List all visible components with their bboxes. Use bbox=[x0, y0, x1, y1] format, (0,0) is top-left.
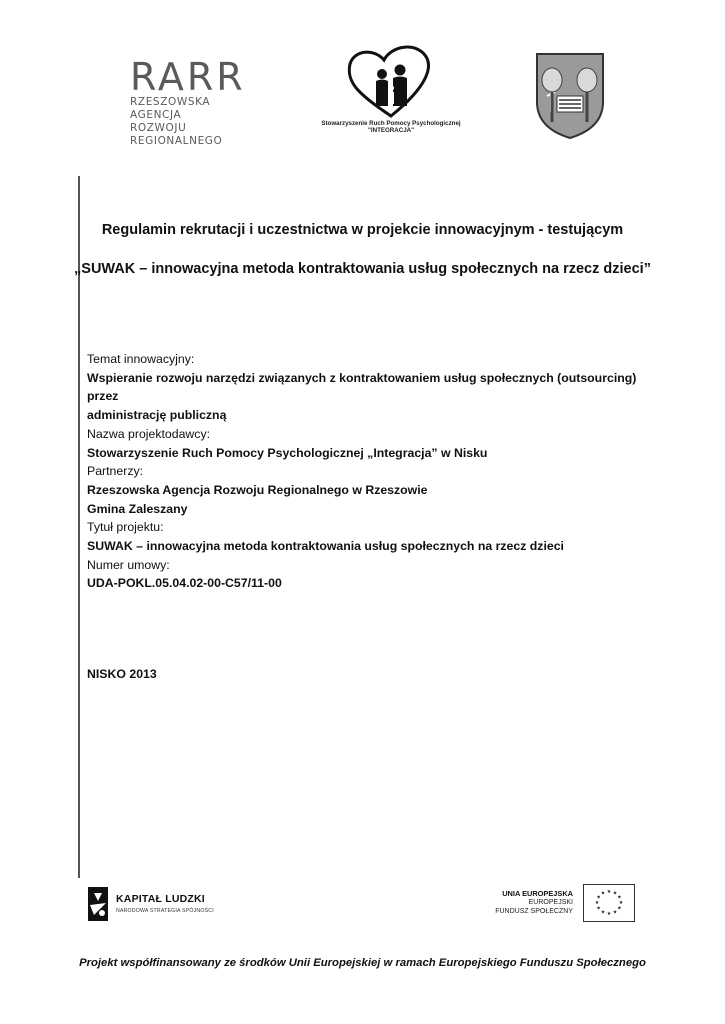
eu-flag-icon bbox=[583, 884, 635, 922]
rarr-line2: ROZWOJU REGIONALNEGO bbox=[130, 122, 223, 147]
svg-text:★: ★ bbox=[606, 911, 612, 917]
umowa-label: Numer umowy: bbox=[87, 557, 170, 572]
svg-text:★: ★ bbox=[618, 900, 624, 906]
partner-2: Gmina Zaleszany bbox=[87, 501, 188, 516]
place-date: NISKO 2013 bbox=[87, 667, 157, 681]
tytul-value: SUWAK – innowacyjna metoda kontraktowania usług społecznych na rzecz dzieci bbox=[87, 539, 564, 554]
umowa-value: UDA-POKL.05.04.02-00-C57/11-00 bbox=[87, 576, 282, 591]
svg-text:★: ★ bbox=[596, 894, 601, 901]
rarr-acronym: RARR bbox=[130, 55, 246, 99]
rarr-line1: RZESZOWSKA AGENCJA bbox=[130, 96, 211, 121]
project-info bbox=[87, 350, 667, 593]
ue-line3: FUNDUSZ SPOŁECZNY bbox=[495, 908, 573, 915]
kapital-sub: NARODOWA STRATEGIA SPÓJNOŚCI bbox=[116, 908, 214, 914]
temat-label: Temat innowacyjny: bbox=[87, 352, 195, 366]
projektodawca-label: Nazwa projektodawcy: bbox=[87, 426, 211, 441]
integracja-line2: "INTEGRACJA" bbox=[367, 127, 415, 134]
eu-logo bbox=[495, 884, 637, 924]
svg-text:★: ★ bbox=[612, 890, 618, 897]
svg-text:★: ★ bbox=[596, 905, 601, 912]
svg-text:★: ★ bbox=[606, 889, 612, 895]
svg-text:★: ★ bbox=[600, 909, 606, 916]
document-title: Regulamin rekrutacji i uczestnictwa w projekcie innowacyjnym - testującym bbox=[101, 222, 624, 238]
kapital-ludzki-logo bbox=[84, 885, 224, 923]
partner-1: Rzeszowska Agencja Rozwoju Regionalnego w Rzeszowie bbox=[87, 482, 428, 497]
margin-rule bbox=[78, 176, 80, 878]
temat-value-2: administrację publiczną bbox=[87, 408, 227, 423]
cofinancing-note: Projekt współfinansowany ze środków Unii Europejskiej w ramach Europejskiego Funduszu Społecznego bbox=[79, 957, 646, 969]
tytul-label: Tytuł projektu: bbox=[87, 520, 164, 535]
project-title: „SUWAK – innowacyjna metoda kontraktowania usług społecznych na rzecz dzieci” bbox=[74, 261, 651, 277]
integracja-line1: Stowarzyszenie Ruch Pomocy Psychologicznej bbox=[321, 120, 461, 127]
svg-text:★: ★ bbox=[600, 890, 606, 897]
ue-line2: EUROPEJSKI bbox=[528, 899, 573, 906]
heart-family-icon bbox=[318, 44, 464, 120]
svg-text:★: ★ bbox=[617, 905, 622, 912]
integracja-logo bbox=[318, 44, 464, 144]
coat-of-arms-icon bbox=[535, 52, 605, 140]
svg-text:★: ★ bbox=[594, 900, 600, 906]
kapital-ludzki-icon bbox=[84, 885, 112, 923]
kapital-title: KAPITAŁ LUDZKI bbox=[116, 893, 205, 905]
projektodawca-value: Stowarzyszenie Ruch Pomocy Psychologicznej „Integracja” w Nisku bbox=[87, 445, 488, 460]
rarr-logo bbox=[130, 55, 260, 147]
ue-line1: UNIA EUROPEJSKA bbox=[502, 889, 573, 898]
svg-text:★: ★ bbox=[612, 909, 618, 916]
svg-text:★: ★ bbox=[617, 894, 622, 901]
temat-value-1: Wspieranie rozwoju narzędzi związanych z kontraktowaniem usług społecznych (outsourcing) przez bbox=[87, 370, 637, 404]
partnerzy-label: Partnerzy: bbox=[87, 464, 144, 479]
